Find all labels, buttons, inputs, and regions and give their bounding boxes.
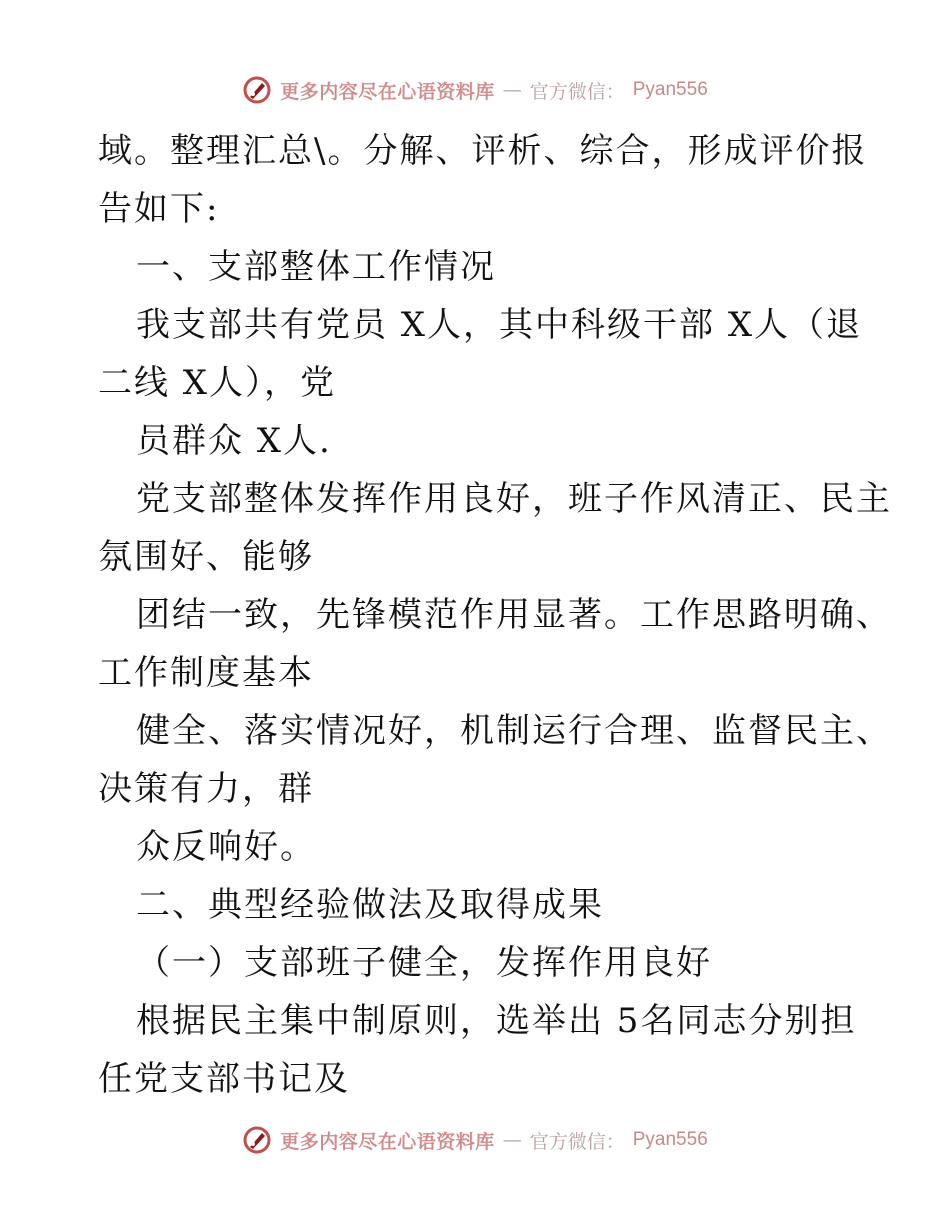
watermark-group	[242, 75, 708, 105]
text-line: 众反响好。	[136, 827, 316, 867]
watermark-id-text: Pyan556	[632, 1129, 708, 1150]
watermark-group	[242, 1125, 708, 1155]
subsection-heading: （一）支部班子健全，发挥作用良好	[136, 943, 712, 983]
text-line: 告如下:	[98, 189, 220, 229]
text-line: 任党支部书记及	[98, 1059, 350, 1099]
text-line: 域。整理汇总\。分解、评析、综合，形成评价报	[98, 131, 868, 171]
watermark-id-text: Pyan556	[632, 79, 708, 100]
text-line: 健全、落实情况好，机制运行合理、监督民主、	[136, 711, 892, 751]
text-line: 二线 X人），党	[98, 363, 337, 403]
watermark-brand-text: 更多内容尽在心语资料库	[280, 1130, 495, 1153]
pen-nib-circle-icon	[242, 75, 272, 105]
text-line: 党支部整体发挥作用良好，班子作风清正、民主	[136, 479, 892, 519]
text-line: 决策有力，群	[98, 769, 314, 809]
pen-nib-circle-icon	[242, 1125, 272, 1155]
document-body	[98, 122, 892, 1108]
text-line: 根据民主集中制原则，选举出 5名同志分别担	[136, 1001, 857, 1041]
footer-watermark	[0, 1120, 950, 1160]
header-watermark	[0, 70, 950, 110]
watermark-sub-text: 官方微信：	[529, 1130, 625, 1153]
section-heading: 二、典型经验做法及取得成果	[136, 885, 604, 925]
text-line: 氛围好、能够	[98, 537, 314, 577]
text-line: 工作制度基本	[98, 653, 314, 693]
watermark-separator: —	[502, 79, 522, 101]
text-line: 团结一致，先锋模范作用显著。工作思路明确、	[136, 595, 892, 635]
text-line: 我支部共有党员 X人，其中科级干部 X人（退	[136, 305, 863, 345]
section-heading: 一、支部整体工作情况	[136, 247, 496, 287]
watermark-separator: —	[502, 1129, 522, 1151]
text-line: 员群众 X人.	[136, 421, 332, 461]
watermark-sub-text: 官方微信：	[529, 80, 625, 103]
watermark-brand-text: 更多内容尽在心语资料库	[280, 80, 495, 103]
